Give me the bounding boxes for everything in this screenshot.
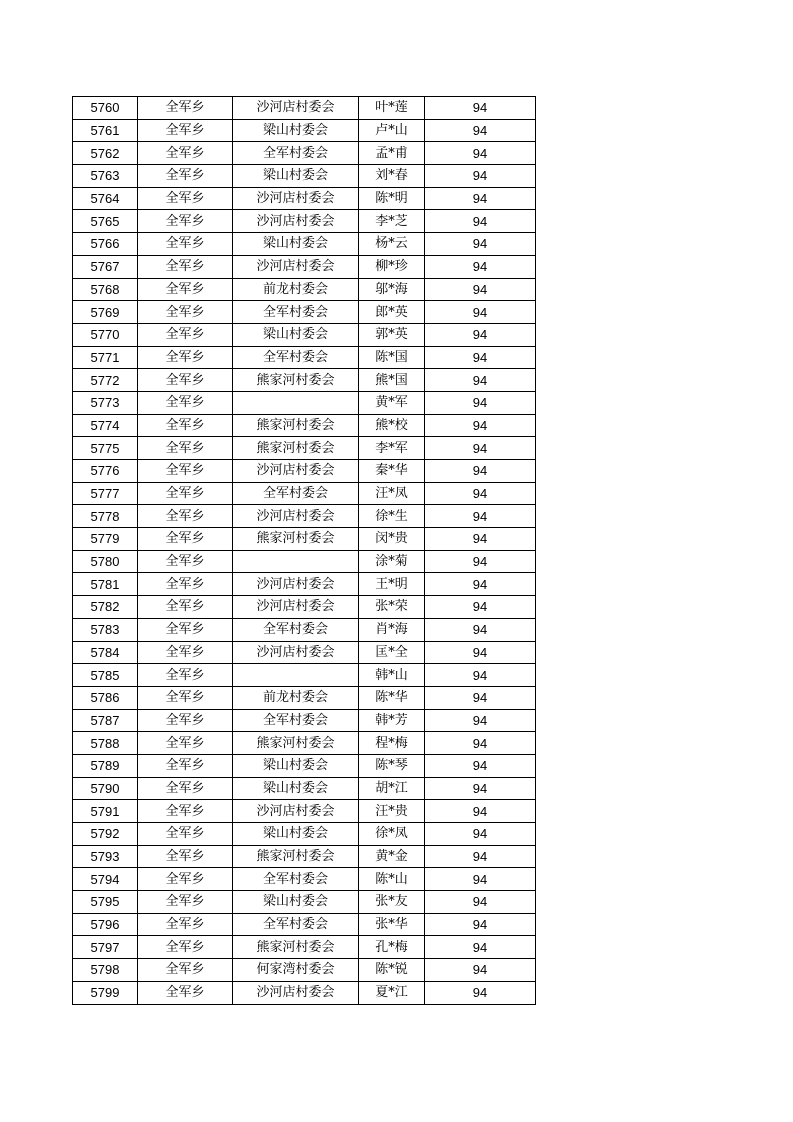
- serial-number-cell: 5769: [73, 301, 138, 324]
- person-name-cell: 涂*菊: [359, 550, 425, 573]
- township-cell: 全军乡: [138, 800, 233, 823]
- person-name-cell: 陈*锐: [359, 959, 425, 982]
- township-cell: 全军乡: [138, 187, 233, 210]
- village-committee-cell: 梁山村委会: [233, 754, 359, 777]
- township-cell: 全军乡: [138, 97, 233, 120]
- village-committee-cell: 梁山村委会: [233, 777, 359, 800]
- serial-number-cell: 5774: [73, 414, 138, 437]
- person-name-cell: 徐*凤: [359, 823, 425, 846]
- table-row: [73, 936, 536, 959]
- table-row: [73, 823, 536, 846]
- serial-number-cell: 5798: [73, 959, 138, 982]
- village-committee-cell: 熊家河村委会: [233, 437, 359, 460]
- table-row: [73, 959, 536, 982]
- village-committee-cell: 沙河店村委会: [233, 505, 359, 528]
- village-committee-cell: 全军村委会: [233, 618, 359, 641]
- serial-number-cell: 5785: [73, 664, 138, 687]
- person-name-cell: 李*芝: [359, 210, 425, 233]
- serial-number-cell: 5796: [73, 913, 138, 936]
- age-cell: 94: [425, 618, 536, 641]
- township-cell: 全军乡: [138, 845, 233, 868]
- serial-number-cell: 5778: [73, 505, 138, 528]
- table-row: [73, 528, 536, 551]
- roster-table: [72, 96, 536, 1005]
- person-name-cell: 陈*华: [359, 686, 425, 709]
- table-row: [73, 482, 536, 505]
- person-name-cell: 陈*明: [359, 187, 425, 210]
- table-row: [73, 142, 536, 165]
- village-committee-cell: 全军村委会: [233, 709, 359, 732]
- age-cell: 94: [425, 686, 536, 709]
- serial-number-cell: 5767: [73, 255, 138, 278]
- village-committee-cell: 全军村委会: [233, 913, 359, 936]
- township-cell: 全军乡: [138, 618, 233, 641]
- township-cell: 全军乡: [138, 550, 233, 573]
- person-name-cell: 孔*梅: [359, 936, 425, 959]
- table-row: [73, 255, 536, 278]
- table-row: [73, 981, 536, 1004]
- village-committee-cell: 熊家河村委会: [233, 528, 359, 551]
- table-row: [73, 891, 536, 914]
- person-name-cell: 陈*琴: [359, 754, 425, 777]
- person-name-cell: 叶*莲: [359, 97, 425, 120]
- table-row: [73, 460, 536, 483]
- age-cell: 94: [425, 754, 536, 777]
- person-name-cell: 卢*山: [359, 119, 425, 142]
- township-cell: 全军乡: [138, 255, 233, 278]
- age-cell: 94: [425, 323, 536, 346]
- township-cell: 全军乡: [138, 686, 233, 709]
- age-cell: 94: [425, 868, 536, 891]
- village-committee-cell: 梁山村委会: [233, 891, 359, 914]
- table-row: [73, 391, 536, 414]
- township-cell: 全军乡: [138, 777, 233, 800]
- village-committee-cell: [233, 391, 359, 414]
- person-name-cell: 肖*海: [359, 618, 425, 641]
- serial-number-cell: 5780: [73, 550, 138, 573]
- table-row: [73, 709, 536, 732]
- serial-number-cell: 5779: [73, 528, 138, 551]
- age-cell: 94: [425, 709, 536, 732]
- township-cell: 全军乡: [138, 119, 233, 142]
- person-name-cell: 熊*校: [359, 414, 425, 437]
- serial-number-cell: 5772: [73, 369, 138, 392]
- township-cell: 全军乡: [138, 346, 233, 369]
- village-committee-cell: 沙河店村委会: [233, 187, 359, 210]
- age-cell: 94: [425, 845, 536, 868]
- table-row: [73, 233, 536, 256]
- table-row: [73, 119, 536, 142]
- age-cell: 94: [425, 981, 536, 1004]
- age-cell: 94: [425, 165, 536, 188]
- serial-number-cell: 5794: [73, 868, 138, 891]
- age-cell: 94: [425, 346, 536, 369]
- age-cell: 94: [425, 460, 536, 483]
- age-cell: 94: [425, 97, 536, 120]
- serial-number-cell: 5784: [73, 641, 138, 664]
- village-committee-cell: 全军村委会: [233, 346, 359, 369]
- person-name-cell: 孟*甫: [359, 142, 425, 165]
- township-cell: 全军乡: [138, 437, 233, 460]
- township-cell: 全军乡: [138, 641, 233, 664]
- table-row: [73, 573, 536, 596]
- serial-number-cell: 5760: [73, 97, 138, 120]
- person-name-cell: 熊*国: [359, 369, 425, 392]
- age-cell: 94: [425, 913, 536, 936]
- person-name-cell: 柳*珍: [359, 255, 425, 278]
- person-name-cell: 闵*贵: [359, 528, 425, 551]
- village-committee-cell: [233, 550, 359, 573]
- age-cell: 94: [425, 119, 536, 142]
- table-row: [73, 346, 536, 369]
- table-row: [73, 165, 536, 188]
- age-cell: 94: [425, 800, 536, 823]
- serial-number-cell: 5762: [73, 142, 138, 165]
- village-committee-cell: 熊家河村委会: [233, 369, 359, 392]
- village-committee-cell: 全军村委会: [233, 301, 359, 324]
- table-row: [73, 913, 536, 936]
- person-name-cell: 张*友: [359, 891, 425, 914]
- serial-number-cell: 5775: [73, 437, 138, 460]
- serial-number-cell: 5770: [73, 323, 138, 346]
- township-cell: 全军乡: [138, 959, 233, 982]
- village-committee-cell: 何家湾村委会: [233, 959, 359, 982]
- age-cell: 94: [425, 664, 536, 687]
- serial-number-cell: 5765: [73, 210, 138, 233]
- township-cell: 全军乡: [138, 913, 233, 936]
- village-committee-cell: 沙河店村委会: [233, 573, 359, 596]
- person-name-cell: 韩*山: [359, 664, 425, 687]
- serial-number-cell: 5793: [73, 845, 138, 868]
- village-committee-cell: 沙河店村委会: [233, 800, 359, 823]
- person-name-cell: 郭*英: [359, 323, 425, 346]
- village-committee-cell: 沙河店村委会: [233, 460, 359, 483]
- village-committee-cell: 沙河店村委会: [233, 97, 359, 120]
- age-cell: 94: [425, 641, 536, 664]
- age-cell: 94: [425, 550, 536, 573]
- serial-number-cell: 5783: [73, 618, 138, 641]
- person-name-cell: 徐*生: [359, 505, 425, 528]
- township-cell: 全军乡: [138, 573, 233, 596]
- serial-number-cell: 5790: [73, 777, 138, 800]
- age-cell: 94: [425, 255, 536, 278]
- township-cell: 全军乡: [138, 414, 233, 437]
- township-cell: 全军乡: [138, 323, 233, 346]
- serial-number-cell: 5771: [73, 346, 138, 369]
- serial-number-cell: 5792: [73, 823, 138, 846]
- township-cell: 全军乡: [138, 823, 233, 846]
- person-name-cell: 张*荣: [359, 596, 425, 619]
- table-row: [73, 301, 536, 324]
- serial-number-cell: 5788: [73, 732, 138, 755]
- serial-number-cell: 5786: [73, 686, 138, 709]
- village-committee-cell: 沙河店村委会: [233, 255, 359, 278]
- village-committee-cell: 梁山村委会: [233, 165, 359, 188]
- age-cell: 94: [425, 187, 536, 210]
- table-row: [73, 754, 536, 777]
- age-cell: 94: [425, 301, 536, 324]
- age-cell: 94: [425, 391, 536, 414]
- township-cell: 全军乡: [138, 732, 233, 755]
- serial-number-cell: 5787: [73, 709, 138, 732]
- village-committee-cell: 熊家河村委会: [233, 732, 359, 755]
- serial-number-cell: 5781: [73, 573, 138, 596]
- person-name-cell: 胡*江: [359, 777, 425, 800]
- person-name-cell: 汪*贵: [359, 800, 425, 823]
- person-name-cell: 汪*凤: [359, 482, 425, 505]
- village-committee-cell: 熊家河村委会: [233, 845, 359, 868]
- age-cell: 94: [425, 891, 536, 914]
- age-cell: 94: [425, 528, 536, 551]
- table-row: [73, 505, 536, 528]
- person-name-cell: 张*华: [359, 913, 425, 936]
- person-name-cell: 郎*英: [359, 301, 425, 324]
- age-cell: 94: [425, 936, 536, 959]
- township-cell: 全军乡: [138, 981, 233, 1004]
- village-committee-cell: 全军村委会: [233, 482, 359, 505]
- age-cell: 94: [425, 573, 536, 596]
- village-committee-cell: 沙河店村委会: [233, 981, 359, 1004]
- table-row: [73, 800, 536, 823]
- serial-number-cell: 5773: [73, 391, 138, 414]
- township-cell: 全军乡: [138, 210, 233, 233]
- serial-number-cell: 5763: [73, 165, 138, 188]
- person-name-cell: 王*明: [359, 573, 425, 596]
- serial-number-cell: 5766: [73, 233, 138, 256]
- table-row: [73, 323, 536, 346]
- table-row: [73, 210, 536, 233]
- person-name-cell: 程*梅: [359, 732, 425, 755]
- township-cell: 全军乡: [138, 936, 233, 959]
- serial-number-cell: 5777: [73, 482, 138, 505]
- age-cell: 94: [425, 210, 536, 233]
- table-row: [73, 369, 536, 392]
- serial-number-cell: 5795: [73, 891, 138, 914]
- village-committee-cell: 梁山村委会: [233, 323, 359, 346]
- table-row: [73, 437, 536, 460]
- village-committee-cell: 熊家河村委会: [233, 936, 359, 959]
- age-cell: 94: [425, 369, 536, 392]
- person-name-cell: 秦*华: [359, 460, 425, 483]
- township-cell: 全军乡: [138, 233, 233, 256]
- table-row: [73, 550, 536, 573]
- person-name-cell: 黄*金: [359, 845, 425, 868]
- township-cell: 全军乡: [138, 528, 233, 551]
- village-committee-cell: 梁山村委会: [233, 119, 359, 142]
- serial-number-cell: 5776: [73, 460, 138, 483]
- village-committee-cell: 全军村委会: [233, 868, 359, 891]
- serial-number-cell: 5768: [73, 278, 138, 301]
- township-cell: 全军乡: [138, 142, 233, 165]
- person-name-cell: 邬*海: [359, 278, 425, 301]
- township-cell: 全军乡: [138, 460, 233, 483]
- township-cell: 全军乡: [138, 391, 233, 414]
- township-cell: 全军乡: [138, 891, 233, 914]
- township-cell: 全军乡: [138, 482, 233, 505]
- serial-number-cell: 5782: [73, 596, 138, 619]
- roster-table-body: [73, 97, 536, 1005]
- person-name-cell: 陈*国: [359, 346, 425, 369]
- table-row: [73, 845, 536, 868]
- serial-number-cell: 5761: [73, 119, 138, 142]
- serial-number-cell: 5799: [73, 981, 138, 1004]
- township-cell: 全军乡: [138, 369, 233, 392]
- table-row: [73, 187, 536, 210]
- serial-number-cell: 5789: [73, 754, 138, 777]
- person-name-cell: 杨*云: [359, 233, 425, 256]
- age-cell: 94: [425, 414, 536, 437]
- age-cell: 94: [425, 823, 536, 846]
- person-name-cell: 李*军: [359, 437, 425, 460]
- table-row: [73, 777, 536, 800]
- table-row: [73, 686, 536, 709]
- village-committee-cell: 前龙村委会: [233, 686, 359, 709]
- village-committee-cell: 沙河店村委会: [233, 596, 359, 619]
- township-cell: 全军乡: [138, 165, 233, 188]
- township-cell: 全军乡: [138, 664, 233, 687]
- township-cell: 全军乡: [138, 596, 233, 619]
- age-cell: 94: [425, 959, 536, 982]
- serial-number-cell: 5764: [73, 187, 138, 210]
- age-cell: 94: [425, 482, 536, 505]
- township-cell: 全军乡: [138, 868, 233, 891]
- village-committee-cell: 梁山村委会: [233, 823, 359, 846]
- table-row: [73, 97, 536, 120]
- person-name-cell: 陈*山: [359, 868, 425, 891]
- village-committee-cell: 沙河店村委会: [233, 210, 359, 233]
- village-committee-cell: [233, 664, 359, 687]
- township-cell: 全军乡: [138, 301, 233, 324]
- person-name-cell: 夏*江: [359, 981, 425, 1004]
- age-cell: 94: [425, 596, 536, 619]
- township-cell: 全军乡: [138, 505, 233, 528]
- table-row: [73, 596, 536, 619]
- age-cell: 94: [425, 142, 536, 165]
- person-name-cell: 韩*芳: [359, 709, 425, 732]
- village-committee-cell: 前龙村委会: [233, 278, 359, 301]
- serial-number-cell: 5797: [73, 936, 138, 959]
- table-row: [73, 278, 536, 301]
- table-row: [73, 664, 536, 687]
- person-name-cell: 匡*全: [359, 641, 425, 664]
- village-committee-cell: 熊家河村委会: [233, 414, 359, 437]
- age-cell: 94: [425, 233, 536, 256]
- table-row: [73, 732, 536, 755]
- table-row: [73, 414, 536, 437]
- township-cell: 全军乡: [138, 278, 233, 301]
- table-row: [73, 641, 536, 664]
- village-committee-cell: 沙河店村委会: [233, 641, 359, 664]
- age-cell: 94: [425, 505, 536, 528]
- village-committee-cell: 全军村委会: [233, 142, 359, 165]
- township-cell: 全军乡: [138, 754, 233, 777]
- person-name-cell: 刘*春: [359, 165, 425, 188]
- village-committee-cell: 梁山村委会: [233, 233, 359, 256]
- age-cell: 94: [425, 777, 536, 800]
- township-cell: 全军乡: [138, 709, 233, 732]
- age-cell: 94: [425, 732, 536, 755]
- age-cell: 94: [425, 278, 536, 301]
- person-name-cell: 黄*军: [359, 391, 425, 414]
- table-row: [73, 868, 536, 891]
- age-cell: 94: [425, 437, 536, 460]
- table-row: [73, 618, 536, 641]
- serial-number-cell: 5791: [73, 800, 138, 823]
